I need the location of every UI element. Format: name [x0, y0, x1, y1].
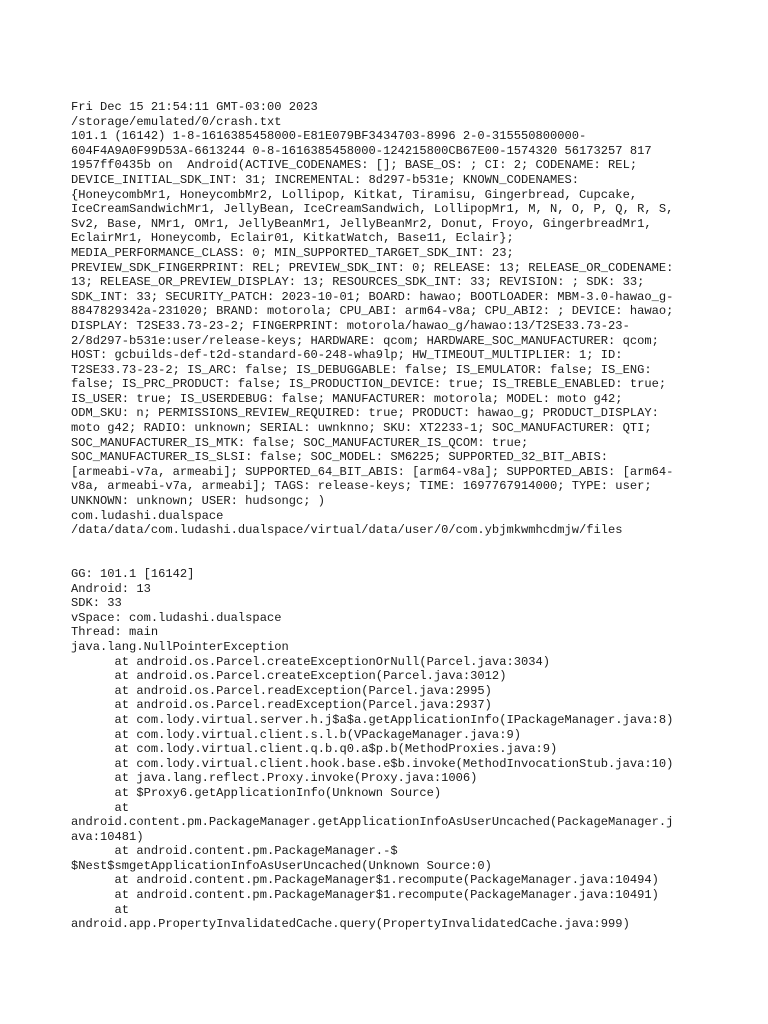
build-info-line: EclairMr1, Honeycomb, Eclair01, KitkatWatch, Base11, Eclair};	[71, 231, 514, 246]
blank-line	[71, 552, 761, 567]
build-info-line: ODM_SKU: n; PERMISSIONS_REVIEW_REQUIRED: true; PRODUCT: hawao_g; PRODUCT_DISPLAY:	[71, 406, 659, 421]
build-info-line: 2/8d297-b531e:user/release-keys; HARDWARE: qcom; HARDWARE_SOC_MANUFACTURER: qcom;	[71, 333, 659, 348]
stack-frame: at java.lang.reflect.Proxy.invoke(Proxy.java:1006)	[71, 771, 478, 786]
thread-name: Thread: main	[71, 625, 159, 640]
package-name: com.ludashi.dualspace	[71, 508, 224, 523]
crash-timestamp: Fri Dec 15 21:54:11 GMT-03:00 2023	[71, 100, 318, 114]
stack-frame: at com.lody.virtual.server.h.j$a$a.getApplicationInfo(IPackageManager.java:8)	[71, 712, 674, 727]
build-info-line: 1957ff0435b on Android(ACTIVE_CODENAMES: []; BASE_OS: ; CI: 2; CODENAME: REL;	[71, 158, 638, 173]
sdk-version: SDK: 33	[71, 596, 122, 611]
stack-frame: at com.lody.virtual.client.hook.base.e$b.invoke(MethodInvocationStub.java:10)	[71, 756, 674, 771]
stack-frame: at $Proxy6.getApplicationInfo(Unknown Source)	[71, 785, 442, 800]
stack-frame: at android.content.pm.PackageManager$1.recompute(PackageManager.java:10494)	[71, 873, 659, 888]
build-info-line: IS_USER: true; IS_USERDEBUG: false; MANUFACTURER: motorola; MODEL: moto g42;	[71, 391, 623, 406]
build-info-line: 101.1 (16142) 1-8-1616385458000-E81E079BF3434703-8996 2-0-315550800000-	[71, 129, 587, 144]
build-info-line: SOC_MANUFACTURER_IS_MTK: false; SOC_MANUFACTURER_IS_QCOM: true;	[71, 435, 529, 450]
build-info-line: {HoneycombMr1, HoneycombMr2, Lollipop, Kitkat, Tiramisu, Gingerbread, Cupcake,	[71, 187, 638, 202]
build-info-line: 13; RELEASE_OR_PREVIEW_DISPLAY: 13; RESOURCES_SDK_INT: 33; REVISION: ; SDK: 33;	[71, 275, 645, 290]
blank-line	[71, 538, 761, 553]
stack-frame: at com.lody.virtual.client.q.b.q0.a$p.b(MethodProxies.java:9)	[71, 742, 558, 757]
stack-frame: at	[71, 902, 130, 917]
stack-frame: at com.lody.virtual.client.s.l.b(VPackageManager.java:9)	[71, 727, 521, 742]
data-directory-path: /data/data/com.ludashi.dualspace/virtual/data/user/0/com.ybjmkwmhcdmjw/files	[71, 523, 623, 538]
stack-frame: ava:10481)	[71, 829, 144, 844]
build-info-block	[71, 129, 761, 508]
build-info-line: Sv2, Base, NMr1, OMr1, JellyBeanMr1, JellyBeanMr2, Donut, Froyo, GingerbreadMr1,	[71, 216, 652, 231]
build-info-line: HOST: gcbuilds-def-t2d-standard-60-248-wha9lp; HW_TIMEOUT_MULTIPLIER: 1; ID:	[71, 348, 623, 363]
build-info-line: SOC_MANUFACTURER_IS_SLSI: false; SOC_MODEL: SM6225; SUPPORTED_32_BIT_ABIS:	[71, 450, 609, 465]
stack-frame: at android.os.Parcel.readException(Parcel.java:2937)	[71, 698, 492, 713]
stack-frame: at android.os.Parcel.createException(Parcel.java:3012)	[71, 669, 507, 684]
build-info-line: UNKNOWN: unknown; USER: hudsongc; )	[71, 494, 326, 509]
build-info-line: IceCreamSandwichMr1, JellyBean, IceCreamSandwich, LollipopMr1, M, N, O, P, Q, R, S,	[71, 202, 674, 217]
stack-frame: at android.os.Parcel.createExceptionOrNull(Parcel.java:3034)	[71, 654, 550, 669]
stack-frame: android.app.PropertyInvalidatedCache.query(PropertyInvalidatedCache.java:999)	[71, 917, 630, 932]
build-info-line: DISPLAY: T2SE33.73-23-2; FINGERPRINT: motorola/hawao_g/hawao:13/T2SE33.73-23-	[71, 318, 630, 333]
stack-frame: at	[71, 800, 130, 815]
stack-frame: android.content.pm.PackageManager.getApplicationInfoAsUserUncached(PackageManager.j	[71, 815, 674, 830]
stack-frame: $Nest$smgetApplicationInfoAsUserUncached(Unknown Source:0)	[71, 858, 492, 873]
crash-file-path: /storage/emulated/0/crash.txt	[71, 114, 282, 129]
build-info-line: DEVICE_INITIAL_SDK_INT: 31; INCREMENTAL: 8d297-b531e; KNOWN_CODENAMES:	[71, 172, 580, 187]
crash-log-document	[71, 100, 761, 932]
build-info-line: 604F4A9A0F99D53A-6613244 0-8-1616385458000-124215800CB67E00-1574320 56173257 817	[71, 143, 652, 158]
build-info-line: T2SE33.73-23-2; IS_ARC: false; IS_DEBUGGABLE: false; IS_EMULATOR: false; IS_ENG:	[71, 362, 652, 377]
build-info-line: v8a, armeabi-v7a, armeabi]; TAGS: release-keys; TIME: 1697767914000; TYPE: user;	[71, 479, 652, 494]
gg-version: GG: 101.1 [16142]	[71, 567, 195, 581]
stack-frame: at android.os.Parcel.readException(Parcel.java:2995)	[71, 683, 492, 698]
exception-type: java.lang.NullPointerException	[71, 639, 289, 654]
vspace-package: vSpace: com.ludashi.dualspace	[71, 610, 282, 625]
stack-trace	[71, 655, 761, 932]
build-info-line: moto g42; RADIO: unknown; SERIAL: uwnknno; SKU: XT2233-1; SOC_MANUFACTURER: QTI;	[71, 421, 652, 436]
build-info-line: [armeabi-v7a, armeabi]; SUPPORTED_64_BIT_ABIS: [arm64-v8a]; SUPPORTED_ABIS: [arm64-	[71, 464, 674, 479]
build-info-line: PREVIEW_SDK_FINGERPRINT: REL; PREVIEW_SDK_INT: 0; RELEASE: 13; RELEASE_OR_CODENAME:	[71, 260, 674, 275]
build-info-line: 8847829342a-231020; BRAND: motorola; CPU_ABI: arm64-v8a; CPU_ABI2: ; DEVICE: hawao;	[71, 304, 674, 319]
build-info-line: false; IS_PRC_PRODUCT: false; IS_PRODUCTION_DEVICE: true; IS_TREBLE_ENABLED: true;	[71, 377, 667, 392]
build-info-line: MEDIA_PERFORMANCE_CLASS: 0; MIN_SUPPORTED_TARGET_SDK_INT: 23;	[71, 245, 514, 260]
build-info-line: SDK_INT: 33; SECURITY_PATCH: 2023-10-01; BOARD: hawao; BOOTLOADER: MBM-3.0-hawao_g-	[71, 289, 674, 304]
stack-frame: at android.content.pm.PackageManager$1.recompute(PackageManager.java:10491)	[71, 888, 659, 903]
android-version: Android: 13	[71, 581, 151, 596]
stack-frame: at android.content.pm.PackageManager.-$	[71, 844, 398, 859]
